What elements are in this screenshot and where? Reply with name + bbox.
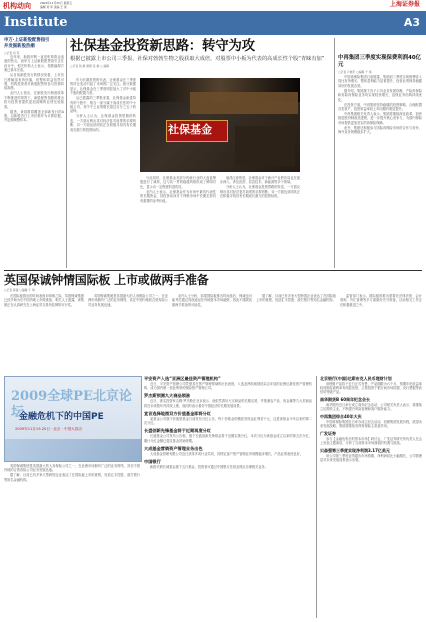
main-subhead: 根据已披露上市公司三季报，社保对勃勃生物之股获取大成倍，对股票中小板为代表的高成长性个股“青睐有加” <box>70 56 325 62</box>
paragraph: 业内人士表示，社保基金作为市场中最具代表性的长期资金，其投资动向对于判断市场中长期走势具有重要的参考价值。 <box>140 189 216 203</box>
paragraph: 值得注意的是，社保基金对于新兴产业的布局也在逐步深入，涉及医药、信息技术、新能源等多个领域。 <box>220 176 300 185</box>
paragraph: 在投资方面，中再集团坚持稳健的投资策略，合理配置各类资产，投资收益率较上年同期有明显提升。 <box>338 102 422 112</box>
brief-body: 中国再保险集团近日举办成立纪念活动，回顾集团发展历程，展望未来发展战略，集团将继续发挥再保险主渠道作用。 <box>320 420 422 429</box>
brief-title: 贝森强第三季度实现净利润3.17亿美元 <box>320 448 390 454</box>
brief-item <box>144 411 312 426</box>
brief-item <box>320 414 422 429</box>
main-headline: 社保基金投资新思路：转守为攻 <box>70 38 255 54</box>
edition-title: Institute <box>4 15 68 30</box>
second-col-3 <box>172 294 252 372</box>
brief-title: 广发证券 <box>320 431 336 437</box>
paragraph: 中国再保险集团日前披露，集团前三季度实现保费收入同比有所增长，整体盈利能力显著提升，经营业绩保持稳健向好的发展态势。 <box>338 75 422 88</box>
brief-item <box>320 376 422 395</box>
brief-title: 长盛创新先锋基金将于近期再度分红 <box>144 428 212 434</box>
main-byline: ○记者 钱 敏 制图 张 衡 ○ 编辑 <box>70 64 110 68</box>
edition-band <box>0 11 426 35</box>
main-col-2 <box>140 176 216 266</box>
left-title: 并发掘新股热潮 <box>4 44 35 49</box>
paragraph: 近年来，新股申购一直是机构资金追逐的热点，而申万上证新股配售指引正在设计中，相关机构人士表示，指数编制方案已基本完成。 <box>4 55 64 73</box>
right-title: 中再集团三季度实现保费利润40亿元 <box>338 55 421 68</box>
brief-body: 该理财产品将于近日正式发售，产品期限为六个月，预期年化收益率较同期存款利率有明显优势，主要投资于银行间市场国债、央行票据等高信用等级产品。 <box>320 381 422 395</box>
brief-item <box>144 376 312 391</box>
brief-body: 新推代销长城基金旗下五只基金，投资者可通过中国银行各营业网点办理相关业务。 <box>150 464 268 469</box>
right-byline: ○记者 卢晓平 ○编辑 干 琪 <box>338 70 372 74</box>
brief-body: 长盛基金公司发布公告称，旗下长盛创新先锋基金将于近期实施分红，本次分红为该基金成立以来的第五次分红，累计分红金额已超过基金初始规模。 <box>144 434 312 443</box>
brief-body: 大成基金管理有限公司近日获得多项行业奖项，其特定客户资产管理业务规模稳步增长，产品业绩表现良好。 <box>150 451 303 456</box>
ad-date: 2009年11月19-20日 · 北京 · 中国大饭店 <box>15 427 82 431</box>
section-title: 机构动向 <box>3 1 31 10</box>
paragraph: 分析人士认为，社保基金投资思路的转变，一方面反映出其对经济复苏前景的乐观判断，另一方面也说明其正在积极寻找具有长期成长潜力的投资标的。 <box>70 114 136 132</box>
paragraph: 在国际板推出的时间表尚未明朗之际，英国保诚集团已经开始为在中国内地上市做准备，相关人士透露，该集团正在认真研究在上海证券交易所挂牌的可行性。 <box>4 294 84 307</box>
section-rule <box>4 270 422 271</box>
paragraph: 从目前新股发行的情况来看，上市首日涨幅虽有所回落，但整体收益依然可观，机构投资者对新股配售的参与热情持续高涨。 <box>4 73 64 91</box>
news-briefs <box>144 376 312 618</box>
paragraph: 英国保诚集团是英国最大的人寿保险公司之一，在亚洲市场拥有广泛的业务网络，其在中国内地的合资寿险公司业务发展迅速。 <box>88 294 168 307</box>
left-column <box>4 38 64 267</box>
paragraph: 中再集团相关负责人表示，集团将继续深化改革，加快推进股份制改造进程，进一步提升核心竞争力，为国内保险市场提供更加坚实的再保险保障。 <box>338 112 422 125</box>
brief-item <box>320 448 422 463</box>
editor-line: 编辑 刘 军 美编 王 爽 <box>40 5 67 9</box>
brief-title: 中再集团综合40年大庆 <box>320 414 362 420</box>
paragraph: 据介绍，集团旗下各子公司业务发展均衡，产险再保险和寿险再保险业务均实现较快增长，直保业务结构持续优化。 <box>338 88 422 102</box>
right-column <box>338 55 422 263</box>
brief-item <box>144 393 312 408</box>
paragraph: 此外，集团还积极参与国际再保险市场的合作与竞争，海外业务规模稳步扩大。 <box>338 125 422 135</box>
skyline-graphic <box>5 439 141 461</box>
second-col-1 <box>4 294 84 372</box>
brief-title: 平安资产入选“亚洲区最佳资产管理机构” <box>144 376 221 381</box>
banner-graphic <box>190 92 298 114</box>
brief-body: 该公司第三季度业绩超出市场预期，净利润同比大幅增长，公司管理层对未来发展前景表示乐观。 <box>320 454 422 463</box>
left-body <box>4 55 64 267</box>
main-story <box>70 38 330 68</box>
brief-title: 大成基金营销资产管理业务出色 <box>144 445 203 451</box>
brief-item <box>320 431 422 446</box>
paragraph: 与此同时，社保基金对部分传统行业的大盘蓝筹股进行了减持，这与其一贯的稳健风格形成了鲜明对比，显示出一定程度的进攻性。 <box>140 176 216 189</box>
paragraph: 据了解，目前已有多家大型跨国企业表达了在国际板上市的意愿，包括汇丰控股、渣打银行等知名金融机构。 <box>4 473 140 482</box>
masthead-top <box>0 0 426 11</box>
second-col-2 <box>88 294 168 372</box>
paragraph: 作为长期投资的代表，社保基金在三季度的持仓变动引起了市场的广泛关注。统计数据显示，社保基金在三季度明显加大了对中小板个股的配置力度。 <box>70 78 136 96</box>
brief-title: 罗杰斯预测九大商品领涨 <box>144 393 191 399</box>
forum-ad[interactable] <box>4 376 142 462</box>
brief-title: 宣言选择地图双方价值基金即将分红 <box>144 410 212 416</box>
brief-body: 参与【金融危机后的资本市场】研讨会，广发证券研究所负责人在会上发表主题演讲，分析了当前资本市场面临的机遇与挑战。 <box>320 437 422 446</box>
brief-item <box>144 459 312 470</box>
second-col-4 <box>256 294 336 372</box>
image-caption-text: 社保基金 <box>168 123 212 136</box>
date-line: 2009年11月20日 星期五 <box>40 1 72 5</box>
ad-subline: 金融危机下的中国PE <box>19 412 104 422</box>
paragraph: 据了解，目前已有多家大型跨国企业表达了在国际板上市的意愿，包括汇丰控股、渣打银行等知名金融机构。 <box>256 294 336 303</box>
main-col-3 <box>220 176 300 266</box>
brief-item <box>144 428 312 443</box>
brief-body: 近日，著名投资家吉姆·罗杰斯在北京表示，他依然看好大宗商品的长期走势，并预测农产品、贵金属等九大类商品将在未来数年内持续上涨，他同时表示看好中国经济的长期发展前景。 <box>144 399 312 408</box>
brief-body: 南华期货近日举行成立周年纪念活动，公司相关负责人表示，将继续立足期货主业，不断提升风险管理和客户服务能力。 <box>320 403 422 412</box>
lower-left-text <box>4 464 140 618</box>
paragraph: 业内人士指出，在新股发行制度改革不断推进的背景下，新股配售指数的推出将为投资者提供更加清晰的业绩比较基准。 <box>4 91 64 109</box>
left-kicker: 申万·上证新股配售指引 <box>4 38 50 43</box>
main-col-1 <box>70 78 136 266</box>
paragraph: 分析人士认为，社保基金投资思路的转变，一方面反映出其对经济复苏前景的乐观判断，另一方面也说明其正在积极寻找具有长期成长潜力的投资标的。 <box>220 185 300 199</box>
paragraph: 业内人士分析，如果国际板推出时间延后，保诚也可能考虑通过其他途径在内地资本市场融资，因此不排除其做两手准备的可能性。 <box>172 294 252 307</box>
brief-body: 某基金公司旗下价值型基金日前发布分红公告，每十份基金份额派发现金红利若干元，这是该基金今年以来的第二次分红。 <box>144 416 312 426</box>
news-photo <box>140 78 300 172</box>
page-number: A3 <box>403 16 420 29</box>
ad-headline: 2009全球PE北京论坛 <box>11 389 132 420</box>
brief-item <box>144 446 312 457</box>
brief-body: 近日，平安资产管理公司凭借其在资产管理领域的出色表现，入选亚洲权威财经杂志评选的亚洲区最佳资产管理机构，成为国内唯一获此殊荣的保险资产管理公司。 <box>144 382 312 391</box>
left-byline: ○记者 何 军 <box>4 51 20 55</box>
paragraph: 据悉，该指数将覆盖全部新发行的A股，以新股首日上市价格作为计算依据，并定期调整样本。 <box>4 109 64 123</box>
paragraph: 监管部门表示，国际板的推出需要在法律法规、会计准则、外汇管理等多方面做好充分准备，目前相关工作正在积极推进之中。 <box>340 294 422 307</box>
brief-item <box>320 397 422 412</box>
second-col-5 <box>340 294 422 372</box>
paragraph: 英国保诚集团是英国最大的人寿保险公司之一，在亚洲市场拥有广泛的业务网络，其在中国内地的合资寿险公司业务发展迅速。 <box>4 464 140 473</box>
paragraph: 从已披露的三季报来看，社保基金新进持有的个股中，相当一部分属于高成长性的中小板公司，其中不乏业绩增长超过百分之五十的品种。 <box>70 96 136 114</box>
paper-name: 上海证券报 <box>389 1 420 8</box>
second-byline: ○记者 黄蕾 ○编辑 干 琪 <box>4 288 35 292</box>
right-briefs <box>320 376 422 618</box>
second-story <box>4 273 422 292</box>
brief-title: 南华期货B 60周年纪念会长 <box>320 397 371 403</box>
second-headline: 英国保诚钟情国际板 上市或做两手准备 <box>4 273 209 287</box>
brief-title: 北京银行(中国)达斯布克人民币理财计划 <box>320 376 392 381</box>
brief-title: 中国银行 <box>144 458 161 464</box>
